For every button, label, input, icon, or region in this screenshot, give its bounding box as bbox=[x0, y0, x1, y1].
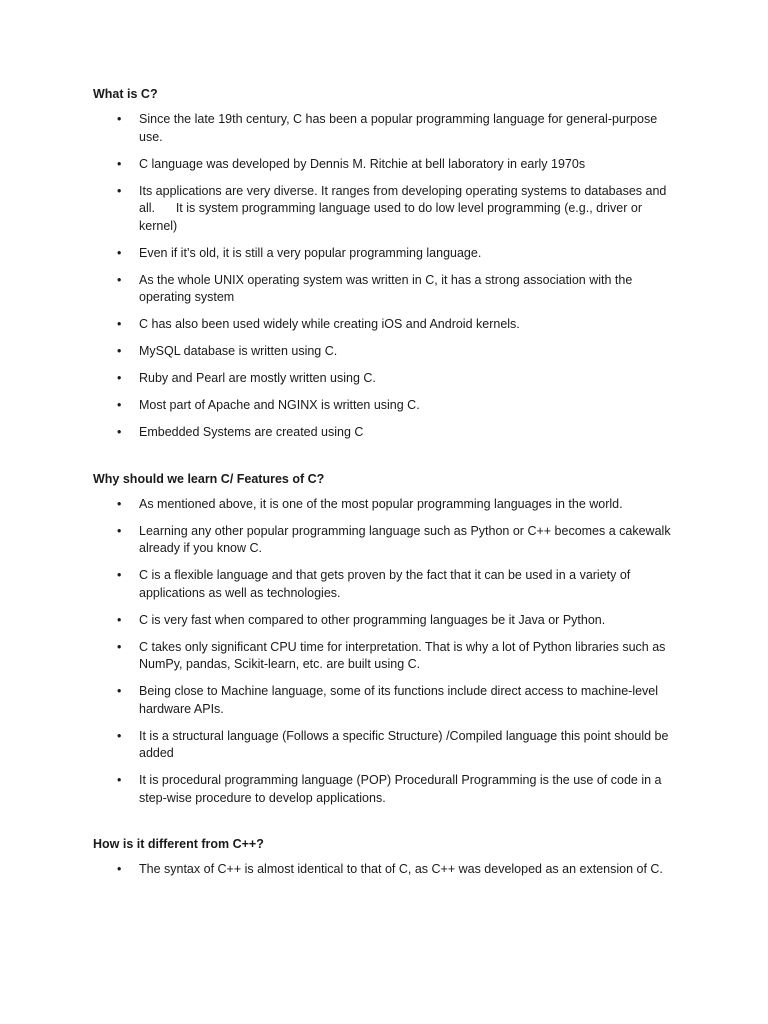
section-difference-from-cpp bbox=[0, 835, 768, 879]
bullet-icon: • bbox=[117, 183, 122, 198]
list-item bbox=[0, 612, 679, 630]
list-item bbox=[0, 156, 679, 174]
list-item-text: Even if it’s old, it is still a very popular programming language. bbox=[139, 245, 482, 260]
bullet-icon: • bbox=[117, 156, 122, 171]
list-item-text: The syntax of C++ is almost identical to that of C, as C++ was developed as an extension of C. bbox=[139, 862, 663, 876]
list-item-text: C language was developed by Dennis M. Ritchie at bell laboratory in early 1970s bbox=[139, 156, 586, 171]
bullet-list bbox=[0, 861, 768, 879]
list-item bbox=[0, 523, 679, 558]
bullet-icon: • bbox=[117, 773, 122, 787]
section-heading: What is C? bbox=[93, 87, 158, 101]
bullet-icon: • bbox=[117, 344, 122, 358]
section-heading: Why should we learn C/ Features of C? bbox=[93, 471, 325, 486]
list-item-text: As the whole UNIX operating system was written in C, it has a strong association with the operating system bbox=[139, 272, 633, 304]
list-item-text: It is a structural language (Follows a specific Structure) /Compiled language this point should be added bbox=[139, 728, 669, 760]
list-item bbox=[0, 728, 679, 763]
bullet-icon: • bbox=[117, 728, 122, 743]
bullet-icon: • bbox=[117, 568, 122, 582]
bullet-icon: • bbox=[117, 317, 122, 331]
list-item bbox=[0, 424, 679, 442]
bullet-icon: • bbox=[117, 371, 122, 385]
section-heading: How is it different from C++? bbox=[93, 837, 264, 851]
list-item bbox=[0, 272, 679, 307]
list-item-text: MySQL database is written using C. bbox=[139, 344, 338, 358]
list-item-text: Learning any other popular programming language such as Python or C++ becomes a cakewalk already if you know C. bbox=[139, 523, 671, 555]
list-item bbox=[0, 183, 679, 236]
list-item-text: It is procedural programming language (POP) Procedurall Programming is the use of code in a step-wise procedure to develop applications. bbox=[139, 773, 662, 805]
list-item bbox=[0, 772, 679, 807]
list-item bbox=[0, 397, 679, 415]
bullet-list bbox=[0, 111, 768, 442]
list-item-text: C is a flexible language and that gets proven by the fact that it can be used in a variety of applications as well as technologies. bbox=[139, 568, 631, 600]
list-item bbox=[0, 683, 679, 718]
list-item-text: C has also been used widely while creating iOS and Android kernels. bbox=[139, 317, 520, 331]
section-what-is-c bbox=[0, 85, 768, 442]
bullet-icon: • bbox=[117, 639, 122, 654]
bullet-list bbox=[0, 496, 768, 808]
list-item-text: Its applications are very diverse. It ranges from developing operating systems to databases and all. It is system programming language used to do low level programming (e.g., driver or kernel) bbox=[139, 183, 670, 233]
bullet-icon: • bbox=[117, 612, 122, 627]
list-item-text: Most part of Apache and NGINX is written using C. bbox=[139, 398, 420, 412]
list-item bbox=[0, 861, 679, 879]
list-item bbox=[0, 316, 679, 334]
list-item bbox=[0, 496, 679, 514]
list-item bbox=[0, 567, 679, 602]
bullet-icon: • bbox=[117, 523, 122, 538]
list-item-text: Being close to Machine language, some of its functions include direct access to machine-level hardware APIs. bbox=[139, 684, 659, 716]
list-item bbox=[0, 343, 679, 361]
bullet-icon: • bbox=[117, 272, 122, 287]
bullet-icon: • bbox=[117, 398, 122, 412]
list-item-text: Embedded Systems are created using C bbox=[139, 425, 364, 439]
bullet-icon: • bbox=[117, 425, 122, 439]
list-item bbox=[0, 111, 679, 146]
section-why-learn-c bbox=[0, 470, 768, 808]
list-item-text: C is very fast when compared to other programming languages be it Java or Python. bbox=[139, 612, 606, 627]
list-item-text: C takes only significant CPU time for interpretation. That is why a lot of Python libraries such as NumPy, pandas, Scikit-learn, etc. are built using C. bbox=[139, 639, 666, 671]
bullet-icon: • bbox=[117, 245, 122, 260]
bullet-icon: • bbox=[117, 112, 122, 126]
bullet-icon: • bbox=[117, 862, 122, 876]
list-item-text: Ruby and Pearl are mostly written using C. bbox=[139, 371, 376, 385]
list-item bbox=[0, 639, 679, 674]
bullet-icon: • bbox=[117, 684, 122, 698]
list-item bbox=[0, 245, 679, 263]
bullet-icon: • bbox=[117, 496, 122, 511]
list-item bbox=[0, 370, 679, 388]
list-item-text: As mentioned above, it is one of the most popular programming languages in the world. bbox=[139, 496, 623, 511]
list-item-text: Since the late 19th century, C has been a popular programming language for general-purpose use. bbox=[139, 112, 658, 144]
